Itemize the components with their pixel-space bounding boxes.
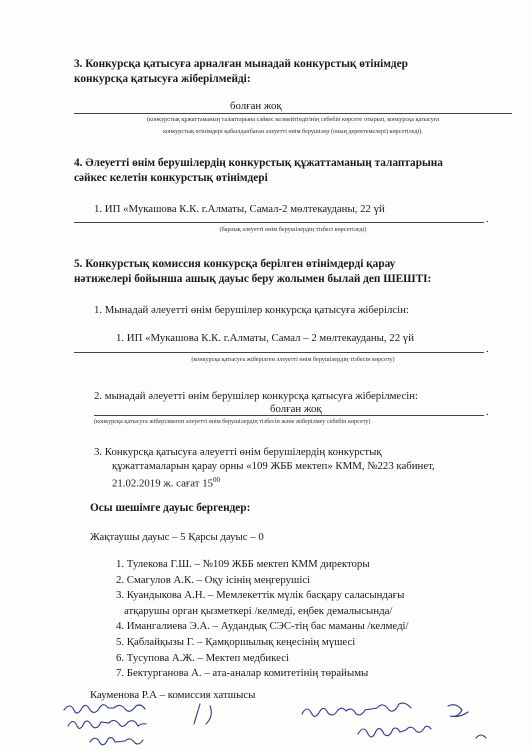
section5-p3-time: 21.02.2019 ж. сағат 15 xyxy=(112,477,214,490)
section3-answer: болған жоқ xyxy=(230,100,282,112)
section3-underline xyxy=(74,113,512,114)
voting-heading: Осы шешімге дауыс бергендер: xyxy=(90,502,251,514)
section5-p2-tail: . xyxy=(486,406,489,418)
section5-p2-note: (конкурсқа қатысуға жіберілмеген әлеуетті өнім берушілердің тізбесін және жіберілмеу себебін көрсету) xyxy=(94,418,371,425)
section5-p1-label: 1. Мынадай әлеуетті өнім берушілер конкурсқа қатысуға жіберілсін: xyxy=(94,304,409,316)
signature-scribbles-left xyxy=(60,700,260,750)
section3-heading xyxy=(74,57,514,87)
section3-note-line2: конкурстық өтінімдері қабылданбаған әлеуетті өнім берушілер (оның деректемелері) көрсетіледі). xyxy=(163,128,423,135)
section4-heading-line1: 4. Әлеуетті өнім берушілердің конкурстық құжаттаманың талаптарына xyxy=(74,157,443,169)
section5-heading-line1: 5. Конкурстық комиссия конкурсқа берілген өтінімдерді қарау xyxy=(74,258,396,270)
section5-p1-tail: . xyxy=(486,343,489,355)
section4-item: 1. ИП «Мукашова К.К. г.Алматы, Самал-2 мөлтекауданы, 22 үй xyxy=(94,203,385,215)
signature-right-strokes xyxy=(302,703,486,738)
section4-note: (барлық әлеуетті өнім берушілердің тізбесі көрсетіледі) xyxy=(219,226,367,233)
member-4: 4. Имангалиева Э.А. – Аудандық СЭС-тің бас маманы /келмеді/ xyxy=(116,620,409,633)
section5-p1-item: 1. ИП «Мукашова К.К. г.Алматы, Самал – 2 мөлтекауданы, 22 үй xyxy=(116,332,414,344)
section5-p2-label: 2. мынадай әлеуетті өнім берушілер конкурсқа қатысуға жіберілмесін: xyxy=(94,390,419,402)
section4-heading-line2: сәйкес келетін конкурстық өтінімдері xyxy=(74,172,268,184)
member-5: 5. Қаблайқызы Г. – Қамқоршылық кеңесінің мүшесі xyxy=(116,635,356,648)
section5-heading-line2: нәтижелері бойынша ашық дауыс беру жолымен былай деп ШЕШТІ: xyxy=(74,273,432,285)
member-3-continued: атқарушы орган қызметкері /келмеді, еңбек демалысында/ xyxy=(124,604,393,617)
section5-p3-line3 xyxy=(94,473,514,491)
section5-p3-time-sup: 00 xyxy=(213,476,221,484)
member-3: 3. Куандыкова А.Н. – Мемлекеттік мүлік басқару саласындағы xyxy=(116,589,405,602)
voting-counts: Жақтаушы дауыс – 5 Қарсы дауыс – 0 xyxy=(90,531,264,543)
signature-left-strokes xyxy=(64,704,211,745)
section3-note-line1: (конкурстық құжаттаманың талаптарына сәйкес келмейтіндігінің себебін көрсете отырып, конкурсқа қатысуға xyxy=(147,116,439,123)
section3-heading-line2: конкурсқа қатысуға жіберілмейді: xyxy=(74,73,251,85)
member-6: 6. Тусупова А.Ж. – Мектеп медбикесі xyxy=(116,651,290,664)
secretary: Кауменова Р.А – комиссия хатшысы xyxy=(90,689,256,701)
section5-p2-answer: болған жоқ xyxy=(270,403,322,415)
section5-p3 xyxy=(94,445,514,491)
member-7: 7. Бектурганова А. – ата-аналар комитетінің төрайымы xyxy=(116,667,369,680)
section5-p3-line2: құжаттамаларын қарау орны «109 ЖББ мектеп» КММ, №223 кабинет, xyxy=(112,460,435,472)
section5-p1-underline xyxy=(74,352,484,353)
signature-scribbles-right xyxy=(298,700,498,750)
section4-underline xyxy=(74,222,484,223)
section5-p2-underline xyxy=(94,415,484,416)
section5-p1-note: (конкурсқа қатысуға жіберілген әлеуетті өнім берушілердің тізбесін көрсету) xyxy=(191,356,395,363)
section5-p3-line1: 3. Конкурсқа қатысуға әлеуетті өнім берушілердің конкурстық xyxy=(94,446,382,458)
member-2: 2. Смагулов А.К. – Оқу ісінің меңгерушісі xyxy=(116,573,311,586)
section5-heading xyxy=(74,257,524,287)
members-list xyxy=(116,557,516,682)
section4-heading xyxy=(74,156,519,186)
section4-item-tail: . xyxy=(486,213,489,225)
section3-heading-line1: 3. Конкурсқа қатысуға арналған мынадай конкурстық өтінімдер xyxy=(74,58,408,70)
member-1: 1. Тулекова Г.Ш. – №109 ЖББ мектеп КММ директоры xyxy=(116,558,370,570)
section3-note xyxy=(74,115,512,136)
